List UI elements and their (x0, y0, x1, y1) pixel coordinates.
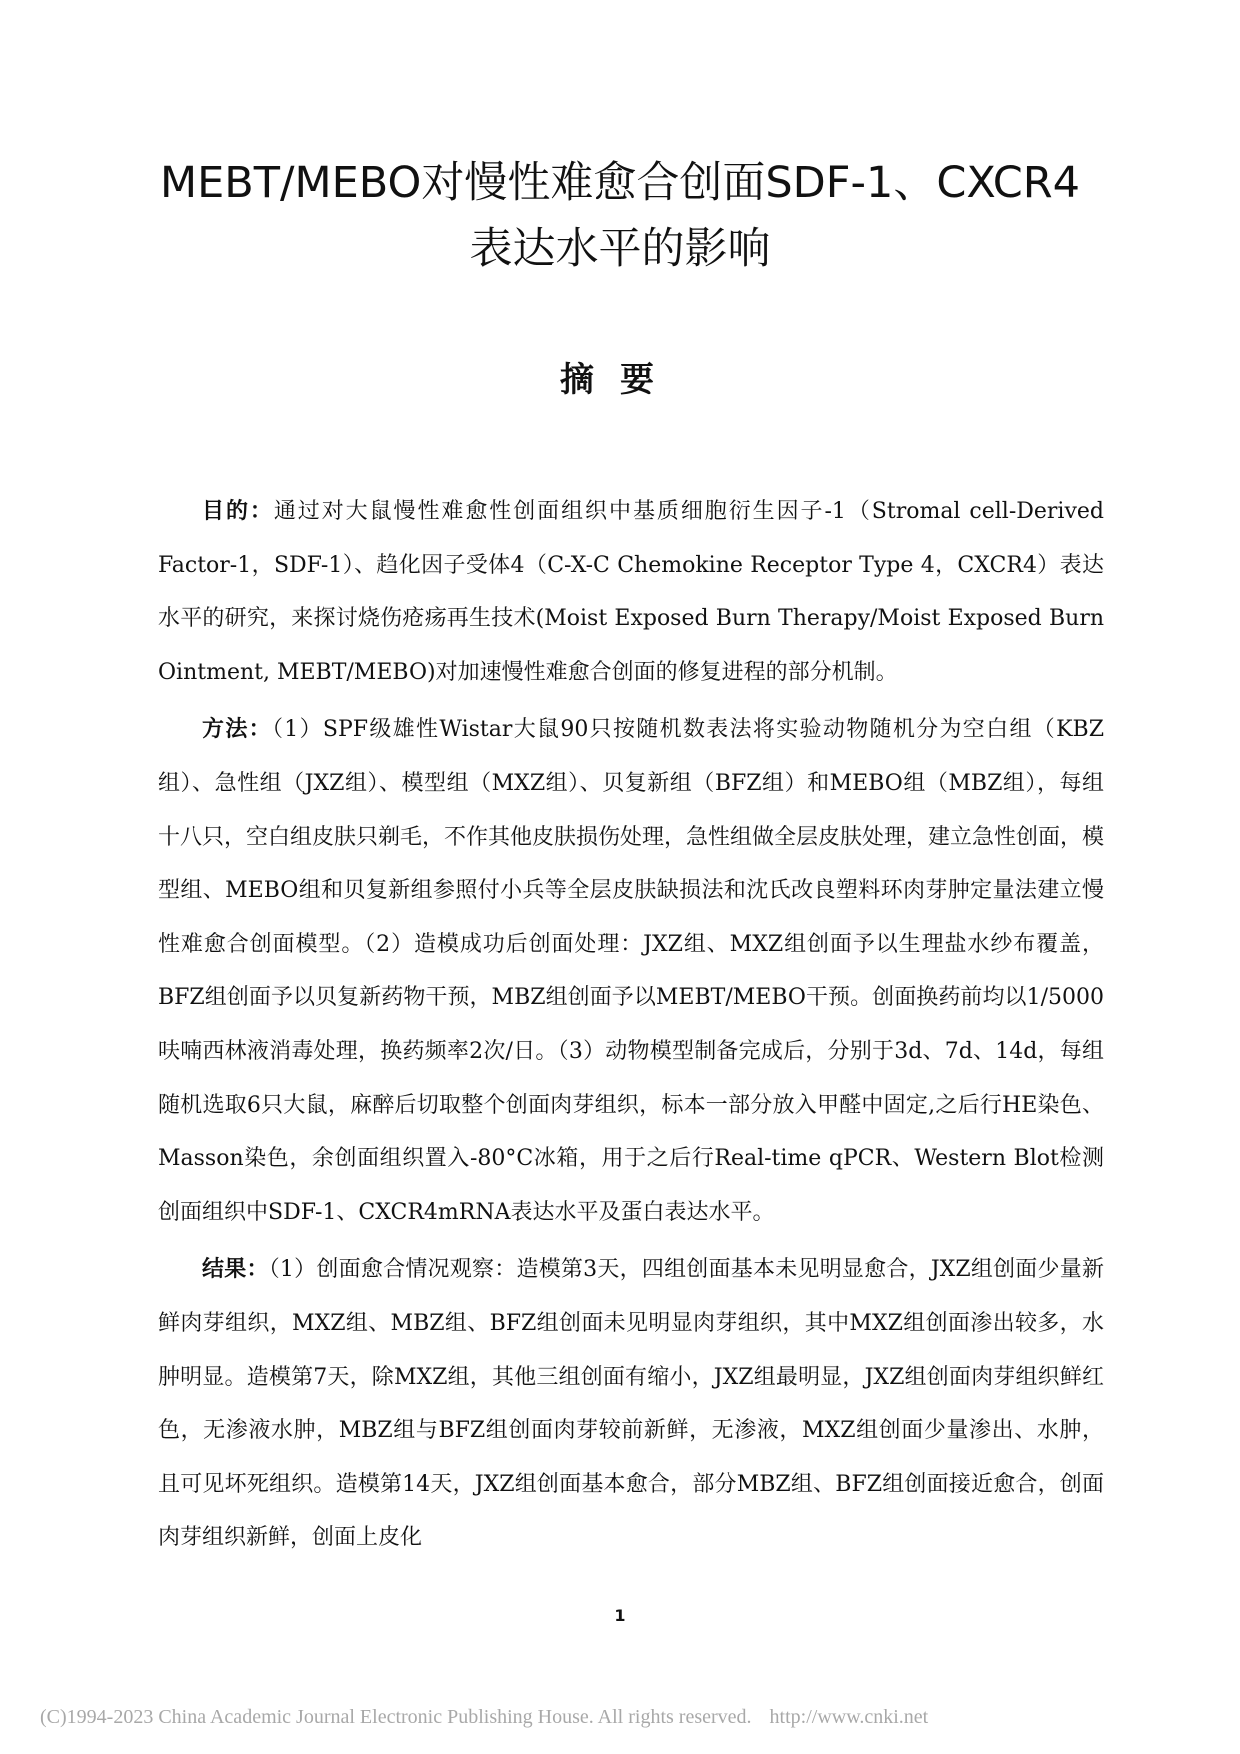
results-text: （1）创面愈合情况观察：造模第3天，四组创面基本未见明显愈合，JXZ组创面少量新鲜肉芽组织，MXZ组、MBZ组、BFZ组创面未见明显肉芽组织，其中MXZ组创面渗出较多，水肿明显。造模第7天，除MXZ组，其他三组创面有缩小，JXZ组最明显，JXZ组创面肉芽组织鲜红色，无渗液水肿，MBZ组与BFZ组创面肉芽较前新鲜，无渗液，MXZ组创面少量渗出、水肿，且可见坏死组织。造模第14天，JXZ组创面基本愈合，部分MBZ组、BFZ组创面接近愈合，创面肉芽组织新鲜，创面上皮化 (158, 1257, 1104, 1551)
paper-title (110, 150, 1130, 282)
methods-label: 方法： (202, 717, 272, 743)
copyright-text: (C)1994-2023 China Academic Journal Electronic Publishing House. All rights reserved. (40, 1706, 752, 1728)
methods-text: （1）SPF级雄性Wistar大鼠90只按随机数表法将实验动物随机分为空白组（KBZ组）、急性组（JXZ组）、模型组（MXZ组）、贝复新组（BFZ组）和MEBO组（MBZ组），每组十八只，空白组皮肤只剃毛，不作其他皮肤损伤处理，急性组做全层皮肤处理，建立急性创面，模型组、MEBO组和贝复新组参照付小兵等全层皮肤缺损法和沈氏改良塑料环肉芽肿定量法建立慢性难愈合创面模型。（2）造模成功后创面处理：JXZ组、MXZ组创面予以生理盐水纱布覆盖，BFZ组创面予以贝复新药物干预，MBZ组创面予以MEBT/MEBO干预。创面换药前均以1/5000呋喃西林液消毒处理，换药频率2次/日。（3）动物模型制备完成后，分别于3d、7d、14d，每组随机选取6只大鼠，麻醉后切取整个创面肉芽组织，标本一部分放入甲醛中固定,之后行HE染色、Masson染色，余创面组织置入-80°C冰箱，用于之后行Real-time qPCR、Western Blot检测创面组织中SDF-1、CXCR4mRNA表达水平及蛋白表达水平。 (158, 717, 1105, 1225)
abstract-heading: 摘要 (560, 360, 680, 400)
results-label: 结果： (202, 1257, 269, 1283)
paragraph-objective (158, 485, 1104, 699)
page-number: 1 (614, 1606, 626, 1625)
abstract-body (158, 485, 1104, 1569)
footer-url: http://www.cnki.net (769, 1706, 929, 1728)
title-line-1: MEBT/MEBO对慢性难愈合创面SDF-1、CXCR4 (159, 158, 1080, 208)
objective-label: 目的： (202, 499, 274, 524)
objective-text: 通过对大鼠慢性难愈性创面组织中基质细胞衍生因子-1（Stromal cell-Derived Factor-1，SDF-1）、趋化因子受体4（C-X-C Chemokine Receptor Type 4，CXCR4）表达水平的研究，来探讨烧伤疮疡再生技术(Moist Exposed Burn Therapy/Moist Exposed Burn Ointment, MEBT/MEBO)对加速慢性难愈合创面的修复进程的部分机制。 (158, 499, 1104, 685)
title-line-2: 表达水平的影响 (469, 224, 771, 274)
copyright-footer (40, 1706, 928, 1729)
paragraph-methods (158, 703, 1104, 1239)
paragraph-results (158, 1243, 1104, 1565)
